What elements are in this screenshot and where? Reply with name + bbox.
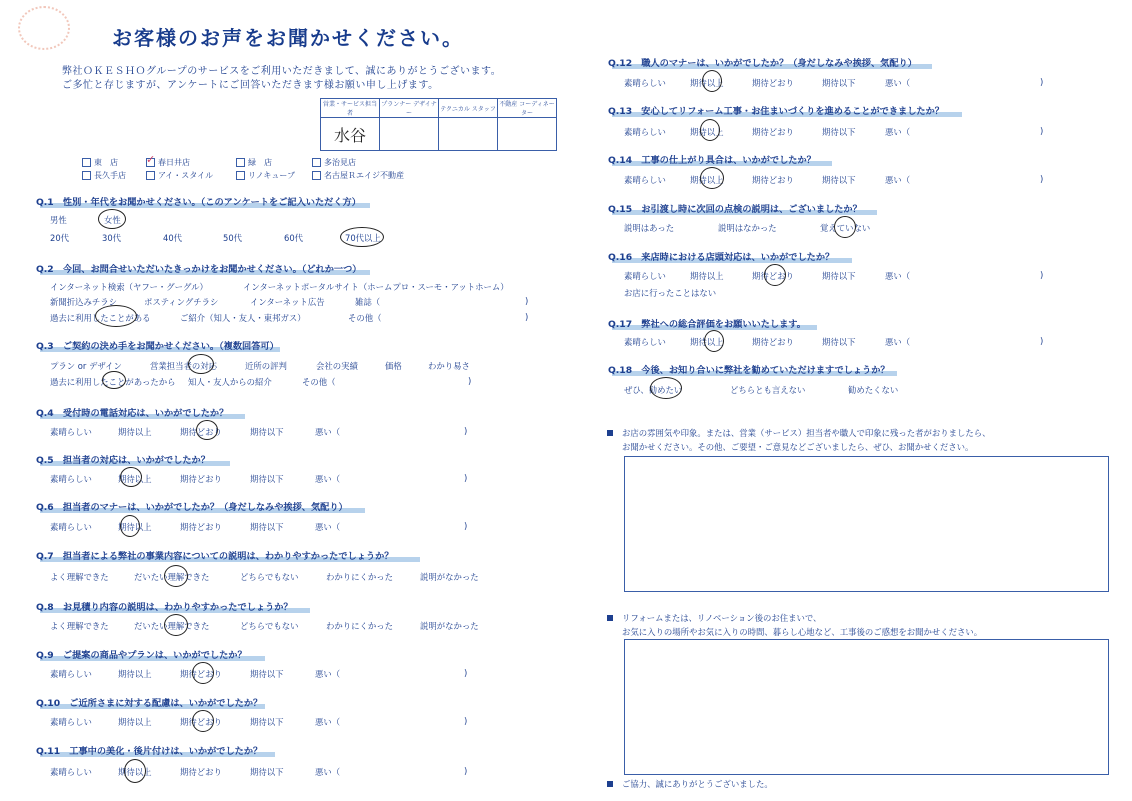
q15-not-explained[interactable]: 説明はなかった bbox=[718, 223, 777, 233]
q15-explained[interactable]: 説明はあった bbox=[624, 223, 675, 233]
q3-option-clarity[interactable]: わかり易さ bbox=[428, 361, 470, 371]
q17-excellent[interactable]: 素晴らしい bbox=[624, 337, 666, 347]
q6-below[interactable]: 期待以下 bbox=[250, 522, 284, 532]
answer-circle bbox=[188, 354, 214, 374]
q6-title: Q.6 担当者のマナーは、いかがでしたか？（身だしなみや挨拶、気配り） bbox=[36, 502, 348, 513]
q2-option-portal[interactable]: インターネットポータルサイト（ホームプロ・スーモ・アットホーム） bbox=[243, 282, 509, 292]
staff-header-technical: テクニカル スタッフ bbox=[439, 99, 498, 118]
q17-title: Q.17 弊社への総合評価をお願いいたします。 bbox=[608, 319, 806, 330]
q12-bad[interactable]: 悪い（ bbox=[885, 78, 911, 88]
q6-bad-close: ) bbox=[464, 521, 468, 531]
q11-bad-close: ) bbox=[464, 766, 468, 776]
q7-none[interactable]: 説明がなかった bbox=[420, 572, 479, 582]
q11-bad[interactable]: 悪い（ bbox=[315, 767, 341, 777]
store-checkbox-renocube[interactable]: リノキューブ bbox=[236, 170, 295, 181]
q3-title: Q.3 ご契約の決め手をお聞かせください。（複数回答可） bbox=[36, 341, 279, 352]
q1-age-60[interactable]: 60代 bbox=[284, 233, 304, 243]
answer-circle bbox=[702, 70, 722, 92]
q2-option-posting[interactable]: ポスティングチラシ bbox=[144, 297, 219, 307]
q14-bad[interactable]: 悪い（ bbox=[885, 175, 911, 185]
answer-circle bbox=[700, 167, 724, 189]
q10-above[interactable]: 期待以上 bbox=[118, 717, 152, 727]
intro-line-1: 弊社ＯＫＥＳＨＯグループのサービスをご利用いただきまして、誠にありがとうございます。 bbox=[62, 66, 502, 77]
q5-excellent[interactable]: 素晴らしい bbox=[50, 474, 92, 484]
q18-title: Q.18 今後、お知り合いに弊社を勧めていただけますでしょうか？ bbox=[608, 365, 890, 376]
staff-value-sales[interactable]: 水谷 bbox=[321, 118, 380, 151]
store-checkbox-higashi[interactable]: 東 店 bbox=[82, 157, 118, 168]
q16-below[interactable]: 期待以下 bbox=[822, 271, 856, 281]
answer-circle bbox=[120, 515, 140, 537]
q9-bad-close: ) bbox=[464, 668, 468, 678]
store-checkbox-nagoya-r-age[interactable]: 名古屋Ｒエイジ不動産 bbox=[312, 170, 404, 181]
q5-above[interactable]: 期待以上 bbox=[118, 474, 152, 484]
staff-header-planner: プランナー デザイナー bbox=[380, 99, 439, 118]
q2-option-flyer[interactable]: 新聞折込みチラシ bbox=[50, 297, 117, 307]
q7-neutral[interactable]: どちらでもない bbox=[240, 572, 299, 582]
q4-bad[interactable]: 悪い（ bbox=[315, 427, 341, 437]
q1-title: Q.1 性別・年代をお聞かせください。（このアンケートをご記入いただく方） bbox=[36, 197, 361, 208]
q10-below[interactable]: 期待以下 bbox=[250, 717, 284, 727]
staff-header-realestate: 不動産 コーディネーター bbox=[498, 99, 557, 118]
q13-excellent[interactable]: 素晴らしい bbox=[624, 127, 666, 137]
q7-title: Q.7 担当者による弊社の事業内容についての説明は、わかりやすかったでしょうか？ bbox=[36, 551, 394, 562]
answer-circle bbox=[164, 614, 188, 636]
q2-option-magazine[interactable]: 雑誌（ bbox=[355, 297, 381, 307]
q17-bad-close: ) bbox=[1040, 336, 1044, 346]
q8-hard[interactable]: わかりにくかった bbox=[326, 621, 393, 631]
q4-below[interactable]: 期待以下 bbox=[250, 427, 284, 437]
bullet-square-icon bbox=[607, 430, 613, 436]
q11-above[interactable]: 期待以上 bbox=[118, 767, 152, 777]
bullet-square-icon bbox=[607, 781, 613, 787]
q10-as-expected[interactable]: 期待どおり bbox=[180, 717, 222, 727]
q14-title: Q.14 工事の仕上がり具合は、いかがでしたか？ bbox=[608, 155, 816, 166]
q3-option-past-use[interactable]: 過去に利用したことがあったから bbox=[50, 377, 176, 387]
answer-circle bbox=[120, 467, 142, 487]
q13-bad-close: ) bbox=[1040, 126, 1044, 136]
q16-as-expected[interactable]: 期待どおり bbox=[752, 271, 794, 281]
q6-as-expected[interactable]: 期待どおり bbox=[180, 522, 222, 532]
comment1-textarea[interactable] bbox=[624, 456, 1109, 592]
q5-title: Q.5 担当者の対応は、いかがでしたか？ bbox=[36, 455, 210, 466]
q14-above[interactable]: 期待以上 bbox=[690, 175, 724, 185]
q14-as-expected[interactable]: 期待どおり bbox=[752, 175, 794, 185]
q2-option-other[interactable]: その他（ bbox=[348, 313, 382, 323]
staff-value-technical[interactable] bbox=[439, 118, 498, 151]
q7-mostly-understood[interactable]: だいたい理解できた bbox=[134, 572, 210, 582]
staff-table bbox=[320, 98, 557, 151]
q3-option-price[interactable]: 価格 bbox=[385, 361, 402, 371]
q13-above[interactable]: 期待以上 bbox=[690, 127, 724, 137]
q16-title: Q.16 来店時における店頭対応は、いかがでしたか？ bbox=[608, 252, 835, 263]
q2-option-referral[interactable]: ご紹介（知人・友人・東邦ガス） bbox=[180, 313, 306, 323]
red-stamp-mark bbox=[18, 6, 70, 50]
q1-age-20[interactable]: 20代 bbox=[50, 233, 70, 243]
q18-neutral[interactable]: どちらとも言えない bbox=[730, 385, 806, 395]
comment2-prompt-line-2: お気に入りの場所やお気に入りの時間、暮らし心地など、工事後のご感想をお聞かせください。 bbox=[622, 627, 983, 637]
q13-title: Q.13 安心してリフォーム工事・お住まいづくりを進めることができましたか？ bbox=[608, 106, 944, 117]
q11-below[interactable]: 期待以下 bbox=[250, 767, 284, 777]
q1-age-30[interactable]: 30代 bbox=[102, 233, 122, 243]
comment1-prompt-line-2: お聞かせください。その他、ご要望・ご意見などございましたら、ぜひ、お聞かせください。 bbox=[622, 442, 974, 452]
answer-circle bbox=[95, 305, 137, 327]
thanks-text: ご協力、誠にありがとうございました。 bbox=[622, 779, 773, 789]
answer-circle bbox=[192, 710, 214, 732]
q12-title: Q.12 職人のマナーは、いかがでしたか？（身だしなみや挨拶、気配り） bbox=[608, 58, 917, 69]
q12-below[interactable]: 期待以下 bbox=[822, 78, 856, 88]
q9-above[interactable]: 期待以上 bbox=[118, 669, 152, 679]
store-checkbox-kasugai[interactable]: ✓ 春日井店 bbox=[146, 153, 190, 167]
q9-as-expected[interactable]: 期待どおり bbox=[180, 669, 222, 679]
page-title: お客様のお声をお聞かせください。 bbox=[112, 26, 464, 50]
q3-option-sales-rep[interactable]: 営業担当者の対応 bbox=[150, 361, 217, 371]
q11-excellent[interactable]: 素晴らしい bbox=[50, 767, 92, 777]
q12-above[interactable]: 期待以上 bbox=[690, 78, 724, 88]
answer-circle bbox=[192, 662, 214, 684]
q10-bad[interactable]: 悪い（ bbox=[315, 717, 341, 727]
answer-circle bbox=[650, 377, 682, 399]
q7-hard[interactable]: わかりにくかった bbox=[326, 572, 393, 582]
q8-title: Q.8 お見積り内容の説明は、わかりやすかったでしょうか？ bbox=[36, 602, 293, 613]
q5-bad-close: ) bbox=[464, 473, 468, 483]
q6-bad[interactable]: 悪い（ bbox=[315, 522, 341, 532]
q9-excellent[interactable]: 素晴らしい bbox=[50, 669, 92, 679]
q8-mostly-understood[interactable]: だいたい理解できた bbox=[134, 621, 210, 631]
q14-bad-close: ) bbox=[1040, 174, 1044, 184]
comment2-textarea[interactable] bbox=[624, 639, 1109, 775]
q9-title: Q.9 ご提案の商品やプランは、いかがでしたか？ bbox=[36, 650, 247, 661]
intro-line-2: ご多忙と存じますが、アンケートにご回答いただきます様お願い申し上げます。 bbox=[62, 80, 439, 91]
q1-age-70plus[interactable]: 70代以上 bbox=[345, 233, 381, 243]
q11-as-expected[interactable]: 期待どおり bbox=[180, 767, 222, 777]
q4-as-expected[interactable]: 期待どおり bbox=[180, 427, 222, 437]
store-checkbox-nagakute[interactable]: 長久手店 bbox=[82, 170, 126, 181]
q11-title: Q.11 工事中の美化・後片付けは、いかがでしたか？ bbox=[36, 746, 263, 757]
q15-dont-remember[interactable]: 覚えていない bbox=[820, 223, 871, 233]
q9-bad[interactable]: 悪い（ bbox=[315, 669, 341, 679]
q12-bad-close: ) bbox=[1040, 77, 1044, 87]
q1-female[interactable]: 女性 bbox=[104, 215, 121, 225]
answer-circle bbox=[196, 420, 218, 440]
q16-above[interactable]: 期待以上 bbox=[690, 271, 724, 281]
answer-circle bbox=[124, 759, 146, 783]
q8-understood-well[interactable]: よく理解できた bbox=[50, 621, 109, 631]
q16-bad[interactable]: 悪い（ bbox=[885, 271, 911, 281]
q12-excellent[interactable]: 素晴らしい bbox=[624, 78, 666, 88]
q17-below[interactable]: 期待以下 bbox=[822, 337, 856, 347]
q16-excellent[interactable]: 素晴らしい bbox=[624, 271, 666, 281]
q1-male[interactable]: 男性 bbox=[50, 215, 67, 225]
q3-option-reputation[interactable]: 近所の評判 bbox=[245, 361, 287, 371]
bullet-square-icon bbox=[607, 615, 613, 621]
q8-none[interactable]: 説明がなかった bbox=[420, 621, 479, 631]
q14-excellent[interactable]: 素晴らしい bbox=[624, 175, 666, 185]
answer-circle bbox=[98, 209, 126, 229]
q5-below[interactable]: 期待以下 bbox=[250, 474, 284, 484]
store-checkbox-tajimi[interactable]: 多治見店 bbox=[312, 157, 356, 168]
q12-as-expected[interactable]: 期待どおり bbox=[752, 78, 794, 88]
q2-magazine-close: ) bbox=[525, 296, 529, 306]
q14-below[interactable]: 期待以下 bbox=[822, 175, 856, 185]
q16-bad-close: ) bbox=[1040, 270, 1044, 280]
answer-circle bbox=[700, 119, 720, 141]
q6-excellent[interactable]: 素晴らしい bbox=[50, 522, 92, 532]
q1-age-50[interactable]: 50代 bbox=[223, 233, 243, 243]
q3-option-record[interactable]: 会社の実績 bbox=[316, 361, 358, 371]
q17-above[interactable]: 期待以上 bbox=[690, 337, 724, 347]
q4-above[interactable]: 期待以上 bbox=[118, 427, 152, 437]
q16-never-visited[interactable]: お店に行ったことはない bbox=[624, 288, 717, 298]
q4-bad-close: ) bbox=[464, 426, 468, 436]
check-mark-icon: ✓ bbox=[146, 153, 156, 166]
q3-option-other[interactable]: その他（ bbox=[302, 377, 336, 387]
staff-header-sales: 営業・サービス担当者 bbox=[321, 99, 380, 118]
q10-title: Q.10 ご近所さまに対する配慮は、いかがでしたか？ bbox=[36, 698, 263, 709]
q8-neutral[interactable]: どちらでもない bbox=[240, 621, 299, 631]
q6-above[interactable]: 期待以上 bbox=[118, 522, 152, 532]
store-checkbox-midori[interactable]: 緑 店 bbox=[236, 157, 272, 168]
q17-as-expected[interactable]: 期待どおり bbox=[752, 337, 794, 347]
store-checkbox-istyle[interactable]: アイ・スタイル bbox=[146, 170, 213, 181]
answer-circle bbox=[340, 227, 384, 247]
q3-option-friend[interactable]: 知人・友人からの紹介 bbox=[188, 377, 272, 387]
q4-title: Q.4 受付時の電話対応は、いかがでしたか？ bbox=[36, 408, 229, 419]
q7-understood-well[interactable]: よく理解できた bbox=[50, 572, 109, 582]
comment2-prompt-line-1: リフォームまたは、リノベーション後のお住まいで、 bbox=[622, 613, 822, 623]
q2-other-close: ) bbox=[525, 312, 529, 322]
q5-as-expected[interactable]: 期待どおり bbox=[180, 474, 222, 484]
q2-option-past-use[interactable]: 過去に利用したことがある bbox=[50, 313, 151, 323]
q15-title: Q.15 お引渡し時に次回の点検の説明は、ございましたか？ bbox=[608, 204, 862, 215]
q5-bad[interactable]: 悪い（ bbox=[315, 474, 341, 484]
q3-option-plan[interactable]: プラン or デザイン bbox=[50, 361, 122, 371]
q1-age-40[interactable]: 40代 bbox=[163, 233, 183, 243]
staff-value-planner[interactable] bbox=[380, 118, 439, 151]
q10-bad-close: ) bbox=[464, 716, 468, 726]
answer-circle bbox=[164, 565, 188, 587]
answer-circle bbox=[834, 216, 856, 238]
q10-excellent[interactable]: 素晴らしい bbox=[50, 717, 92, 727]
q2-title: Q.2 今回、お問合せいただいたきっかけをお聞かせください。（どれか一つ） bbox=[36, 264, 362, 275]
answer-circle bbox=[102, 371, 126, 389]
q18-definitely[interactable]: ぜひ、勧めたい bbox=[624, 385, 683, 395]
q2-option-search[interactable]: インターネット検索（ヤフー・グーグル） bbox=[50, 282, 208, 292]
q13-below[interactable]: 期待以下 bbox=[822, 127, 856, 137]
answer-circle bbox=[704, 330, 724, 352]
q4-excellent[interactable]: 素晴らしい bbox=[50, 427, 92, 437]
answer-circle bbox=[764, 264, 786, 286]
q2-option-netad[interactable]: インターネット広告 bbox=[250, 297, 325, 307]
q13-bad[interactable]: 悪い（ bbox=[885, 127, 911, 137]
q9-below[interactable]: 期待以下 bbox=[250, 669, 284, 679]
staff-value-realestate[interactable] bbox=[498, 118, 557, 151]
q18-no[interactable]: 勧めたくない bbox=[848, 385, 899, 395]
q13-as-expected[interactable]: 期待どおり bbox=[752, 127, 794, 137]
q17-bad[interactable]: 悪い（ bbox=[885, 337, 911, 347]
q3-other-close: ) bbox=[468, 376, 472, 386]
comment1-prompt-line-1: お店の雰囲気や印象。または、営業（サービス）担当者や職人で印象に残った者がおりましたら、 bbox=[622, 428, 991, 438]
